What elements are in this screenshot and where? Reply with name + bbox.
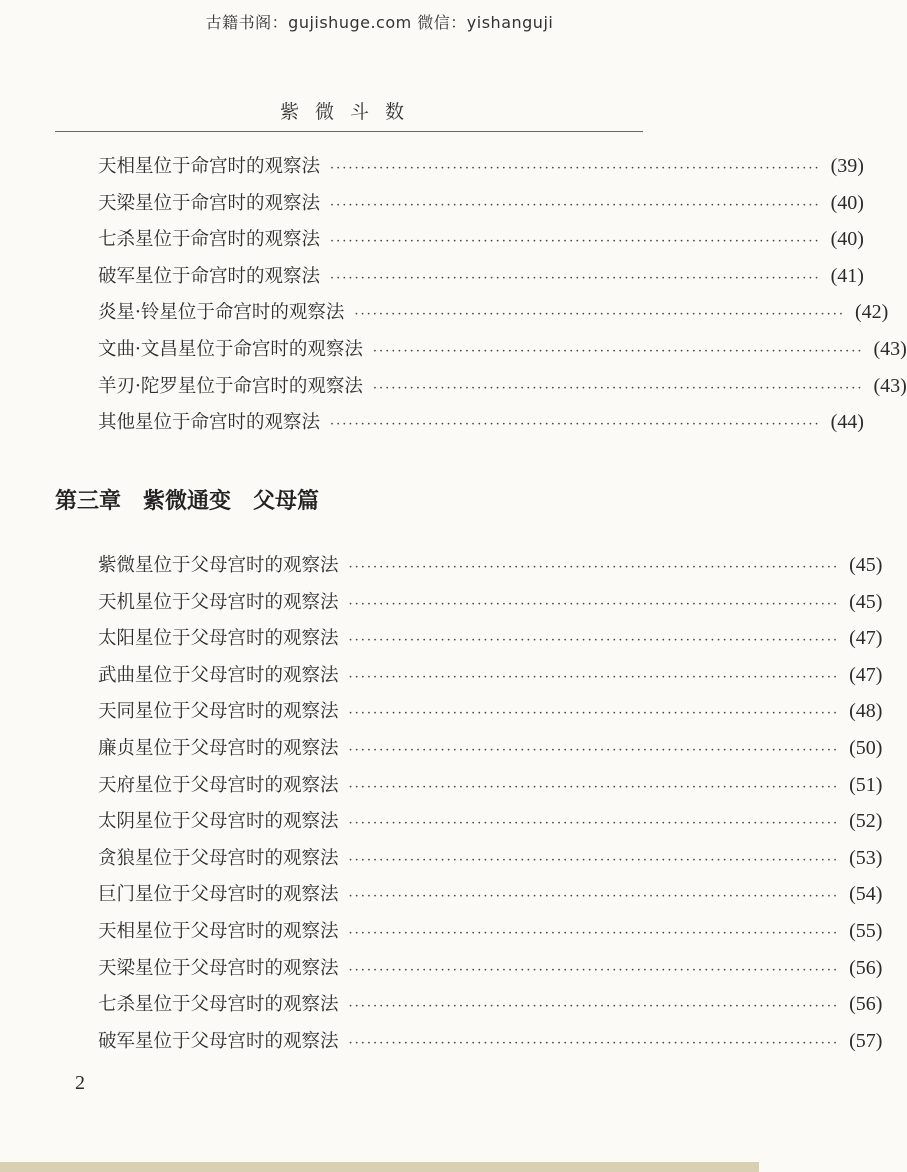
toc-entry-title: 天府星位于父母宫时的观察法 xyxy=(98,774,339,796)
toc-entry-title: 天同星位于父母宫时的观察法 xyxy=(98,701,339,723)
toc-leader-dots: ················································································ xyxy=(330,270,821,286)
toc-leader-dots: ················································································ xyxy=(348,596,840,612)
toc-entry-page: (45) xyxy=(849,554,883,576)
toc-leader-dots: ················································································ xyxy=(354,307,845,323)
toc-entry-page: (54) xyxy=(849,883,883,906)
toc-leader-dots: ················································································ xyxy=(348,742,840,758)
chapter-heading: 第三章 紫微通变 父母篇 xyxy=(55,489,320,514)
toc-entry-title: 天梁星位于父母宫时的观察法 xyxy=(98,957,339,979)
toc-leader-dots: ················································································ xyxy=(348,962,840,978)
toc-leader-dots: ················································································ xyxy=(348,779,840,795)
toc-entry xyxy=(98,734,883,771)
toc-entry-title: 武曲星位于父母宫时的观察法 xyxy=(98,664,339,686)
toc-leader-dots: ················································································ xyxy=(348,925,840,941)
toc-entry-page: (47) xyxy=(849,627,883,650)
toc-entry xyxy=(98,697,883,734)
toc-entry-page: (44) xyxy=(830,411,864,434)
header-rule xyxy=(55,131,643,132)
toc-leader-dots: ················································································ xyxy=(348,633,840,649)
toc-entry-page: (43) xyxy=(873,374,907,397)
toc-section-1 xyxy=(98,152,907,445)
toc-entry-page: (40) xyxy=(830,228,864,251)
toc-entry-page: (39) xyxy=(830,155,864,177)
toc-section-2 xyxy=(98,551,883,1063)
toc-leader-dots: ················································································ xyxy=(348,669,840,685)
toc-entry xyxy=(98,807,883,844)
toc-entry-title: 破军星位于父母宫时的观察法 xyxy=(98,1030,339,1052)
toc-entry-title: 羊刃·陀罗星位于命宫时的观察法 xyxy=(98,375,363,397)
toc-entry xyxy=(98,954,883,991)
toc-entry-page: (48) xyxy=(849,700,883,723)
toc-entry-page: (57) xyxy=(849,1029,883,1052)
toc-entry-page: (53) xyxy=(849,846,883,869)
toc-entry-title: 炎星·铃星位于命宫时的观察法 xyxy=(98,302,345,324)
toc-entry-title: 太阳星位于父母宫时的观察法 xyxy=(98,628,339,650)
toc-leader-dots: ················································································ xyxy=(348,889,840,905)
toc-leader-dots: ················································································ xyxy=(372,343,864,359)
toc-entry xyxy=(98,189,864,226)
toc-entry-page: (51) xyxy=(849,773,883,796)
toc-entry xyxy=(98,335,907,372)
toc-entry xyxy=(98,1027,883,1064)
toc-entry xyxy=(98,661,883,698)
toc-entry-title: 巨门星位于父母宫时的观察法 xyxy=(98,884,339,906)
toc-entry-title: 破军星位于命宫时的观察法 xyxy=(98,265,321,287)
toc-entry xyxy=(98,880,883,917)
toc-entry-title: 天相星位于命宫时的观察法 xyxy=(98,156,321,177)
toc-entry xyxy=(98,844,883,881)
toc-entry-title: 七杀星位于命宫时的观察法 xyxy=(98,229,321,251)
toc-entry-title: 天机星位于父母宫时的观察法 xyxy=(98,591,339,613)
toc-leader-dots: ················································································ xyxy=(330,234,821,250)
toc-entry-page: (47) xyxy=(849,663,883,686)
toc-entry-title: 其他星位于命宫时的观察法 xyxy=(98,412,321,434)
toc-entry-page: (52) xyxy=(849,810,883,833)
toc-leader-dots: ················································································ xyxy=(348,852,840,868)
toc-leader-dots: ················································································ xyxy=(330,417,821,433)
toc-entry xyxy=(98,624,883,661)
toc-entry xyxy=(98,262,864,299)
toc-entry-page: (43) xyxy=(873,337,907,360)
toc-entry-page: (50) xyxy=(849,736,883,759)
toc-entry-page: (40) xyxy=(830,191,864,214)
toc-entry-title: 太阴星位于父母宫时的观察法 xyxy=(98,811,339,833)
toc-entry-title: 紫微星位于父母宫时的观察法 xyxy=(98,555,339,576)
toc-leader-dots: ················································································ xyxy=(348,999,840,1015)
toc-leader-dots: ················································································ xyxy=(330,161,821,176)
toc-entry-page: (55) xyxy=(849,919,883,942)
toc-entry xyxy=(98,298,889,335)
page-number: 2 xyxy=(75,1072,85,1094)
watermark-text: 古籍书阁：gujishuge.com 微信：yishanguji xyxy=(205,13,554,32)
toc-entry xyxy=(98,990,883,1027)
toc-leader-dots: ················································································ xyxy=(348,1035,840,1051)
running-head: 紫微斗数 xyxy=(279,101,420,123)
toc-leader-dots: ················································································ xyxy=(348,816,840,832)
page-bottom-edge xyxy=(0,1162,759,1172)
toc-entry-title: 贪狼星位于父母宫时的观察法 xyxy=(98,847,339,869)
toc-entry xyxy=(98,372,907,409)
toc-entry xyxy=(98,408,864,445)
toc-leader-dots: ················································································ xyxy=(348,706,840,722)
toc-entry-page: (56) xyxy=(849,956,883,979)
toc-entry-page: (42) xyxy=(854,301,889,324)
toc-leader-dots: ················································································ xyxy=(330,197,821,213)
toc-entry-title: 天相星位于父母宫时的观察法 xyxy=(98,920,339,942)
toc-entry xyxy=(98,917,883,954)
toc-entry-page: (41) xyxy=(830,264,864,287)
toc-entry xyxy=(98,551,883,588)
toc-entry xyxy=(98,152,864,189)
toc-entry-page: (56) xyxy=(849,993,883,1016)
toc-entry-page: (45) xyxy=(849,590,883,613)
toc-entry-title: 天梁星位于命宫时的观察法 xyxy=(98,192,321,214)
toc-entry xyxy=(98,588,883,625)
toc-entry-title: 廉贞星位于父母宫时的观察法 xyxy=(98,737,339,759)
toc-entry-title: 文曲·文昌星位于命宫时的观察法 xyxy=(98,338,363,360)
toc-leader-dots: ················································································ xyxy=(372,380,864,396)
toc-entry xyxy=(98,771,883,808)
toc-entry-title: 七杀星位于父母宫时的观察法 xyxy=(98,994,339,1016)
toc-leader-dots: ················································································ xyxy=(348,560,840,575)
toc-entry xyxy=(98,225,864,262)
